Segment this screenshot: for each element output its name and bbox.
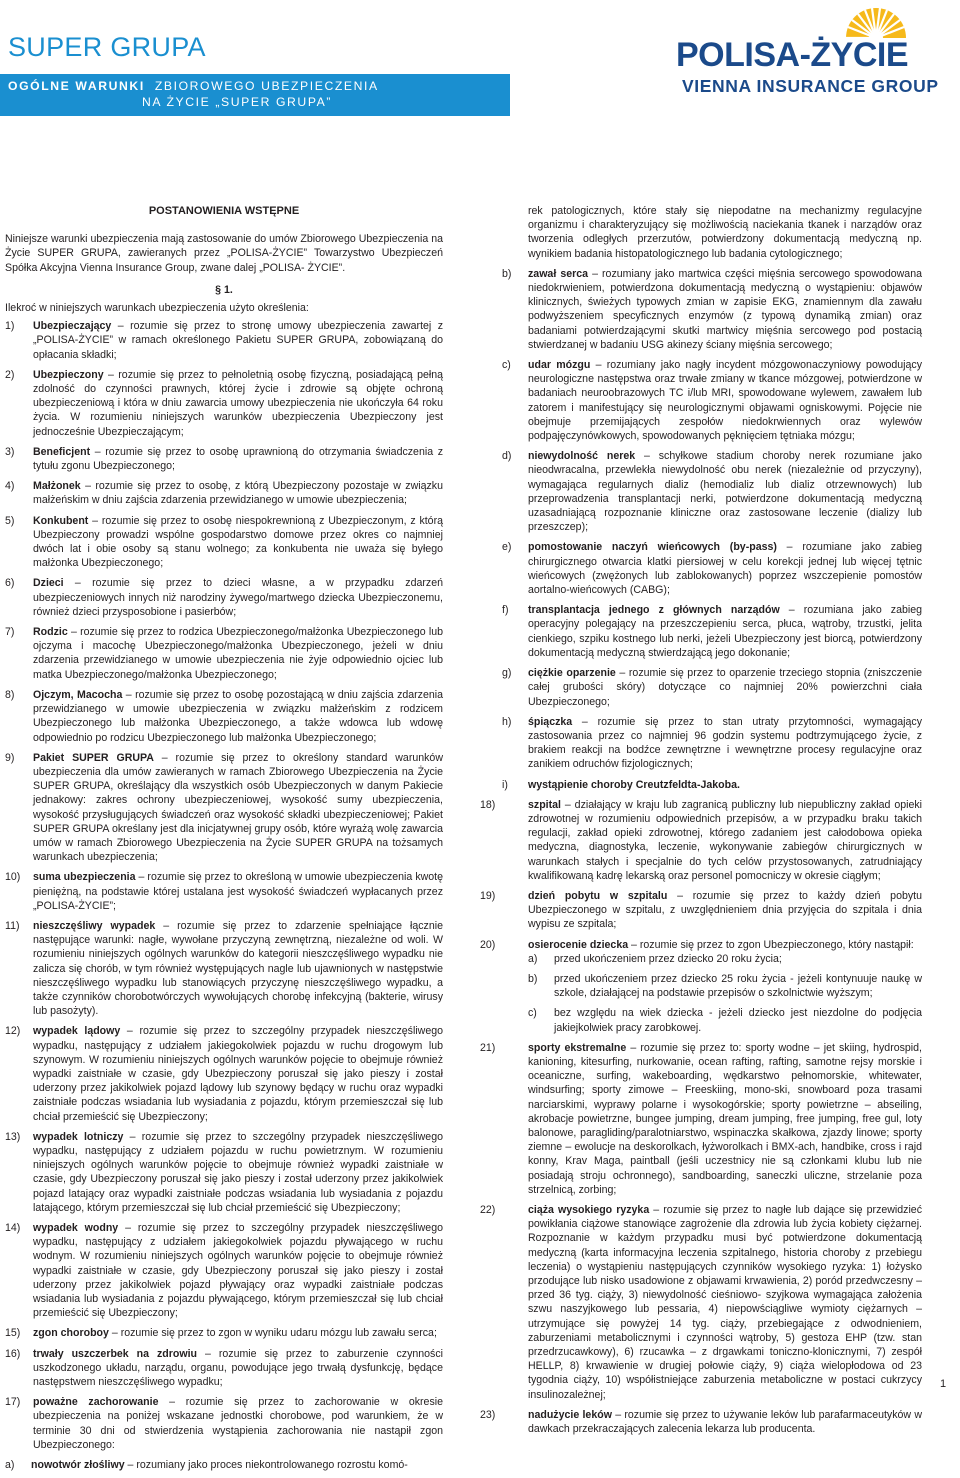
disease-item-number: b) (502, 267, 512, 280)
definition-item-term: Konkubent (33, 514, 89, 527)
disease-item-number: h) (502, 715, 512, 728)
definition-item-text: – rozumie się przez to dzieci własne, a w przypadku zdarzeń ubezpieczeniowych innych niż narodziny żywego/martwego dziecka Ubezpieczonemu, również dzieci przysposobione i pasierbów; (33, 577, 443, 618)
condition-item-number: b) (528, 972, 538, 985)
definition-item-term: wypadek wodny (33, 1222, 119, 1234)
subtitle-bold: OGÓLNE WARUNKI (8, 79, 145, 93)
definition-item (5, 1395, 443, 1452)
condition-item-text: bez względu na wiek dziecka - jeżeli dziecko jest niezdolne do podjęcia jakiejkolwiek pracy zarobkowej. (554, 1007, 922, 1034)
definition-item (5, 1221, 443, 1320)
definition-item-term: Ubezpieczający (33, 320, 112, 333)
definition-item-text: – rozumie się przez to zaburzenie czynności uszkodzonego układu, narządu, organu, powodujące jego trwałą dysfunkcję, będące następstwem nieszczęśliwego wypadku; (33, 1347, 444, 1389)
definition-item-term: dzień pobytu w szpitalu (528, 889, 668, 902)
disease-item (480, 715, 922, 772)
definition-item (5, 319, 443, 362)
sub-term: nowotwór złośliwy (31, 1459, 125, 1472)
sunburst-logo-icon (676, 0, 960, 40)
definition-item-term: suma ubezpieczenia (33, 871, 136, 884)
condition-item-text: przed ukończeniem przez dziecko 25 roku życia - jeżeli kontynuuje naukę w szkole, działającej na podstawie przepisów o szkolnictwie wyższym; (554, 972, 922, 1000)
disease-item-text: – rozumie się przez to stan utraty przytomności, wymagający zastosowania przez co najmniej 96 godzin systemu podtrzymującego życie, z brakiem reakcji na bodźce zewnętrzne i wewnętrzne procesy regulacyjne oraz zanikiem odruchów fizjologicznych; (528, 715, 922, 771)
definition-item-number: 22) (480, 1204, 496, 1216)
condition-item-text: przed ukończeniem przez dziecko 20 roku życia; (554, 952, 782, 965)
disease-item-term: zawał serca (528, 267, 589, 280)
disease-item-term: udar mózgu (528, 359, 591, 372)
definition-item-text: – rozumie się przez to zgon w wyniku udaru mózgu lub zawału serca; (108, 1327, 437, 1340)
definition-item-text: – rozumie się przez to osobę pozostającą w dniu zajścia zdarzenia przewidzianego w umowie ubezpieczenia w związku małżeńskim z rodzicem Ubezpieczonego lub małżonka Ubezpieczonego, a także wdowca lub wdowę odpowiednio po rodzicu Ubezpieczonego lub małżonka Ubezpieczonego; (33, 688, 444, 744)
definition-item-term: poważne zachorowanie (33, 1396, 159, 1409)
definition-item (480, 1408, 922, 1436)
disease-item-term: ciężkie oparzenie (528, 667, 616, 680)
definition-item-text: – rozumie się przez to szczególny przypadek nieszczęśliwego wypadku, następujący z udziałem pojazdu w ruchu powietrznym. W rozumieniu niniejszych ogólnych warunków pojęcie to obejmuje również wypadki zaistniałe w czasie, gdy Ubezpieczony poruszał się jako pieszy i został uderzony przez jakikolwiek pojazd latający oraz wypadki zaistniałe podczas wsiadania lub wysiadania z pojazdu latającego, którym przemieszczał się lub chciał przemieścić się Ubezpieczony; (33, 1130, 443, 1214)
condition-item-number: c) (528, 1007, 537, 1020)
disease-item-term: pomostowanie naczyń wieńcowych (by-pass) (528, 541, 777, 554)
document-subtitle (8, 78, 379, 110)
disease-item-text: – rozumie się przez to oparzenie trzeciego stopnia (zniszczenie całej grubości skóry) dotyczące co najmniej 20% powierzchni ciała Ubezpieczonego; (528, 667, 922, 708)
disease-item-number: c) (502, 359, 511, 372)
definition-item-number: 17) (5, 1396, 21, 1409)
disease-item-number: e) (502, 541, 512, 554)
definition-item (480, 1203, 922, 1402)
definition-item (5, 625, 443, 682)
sub-definition (5, 1458, 443, 1472)
definition-item-text: – rozumie się przez to osobę uprawnioną do otrzymania świadczenia z tytułu zgonu Ubezpieczonego; (33, 445, 443, 473)
definition-item (5, 919, 443, 1018)
definition-item-number: 12) (5, 1025, 21, 1038)
definition-item-term: wypadek lądowy (33, 1025, 121, 1038)
disease-item-term: transplantacja jednego z głównych narządów (528, 604, 780, 617)
right-column (480, 204, 922, 1442)
disease-item-number: g) (502, 667, 512, 680)
definition-item-text: – rozumie się przez to każdy dzień pobytu Ubezpieczonego w szpitalu, z uwzględnieniem dnia przyjęcia do szpitala i dnia wypisu ze szpitala; (528, 889, 922, 931)
definition-item-number: 9) (5, 751, 15, 764)
definition-item-number: 8) (5, 688, 15, 701)
definition-item-term: nadużycie leków (528, 1408, 612, 1421)
disease-item (480, 540, 922, 597)
definitions-list (5, 319, 443, 1452)
subtitle-rest: ZBIOROWEGO UBEZPIECZENIA (154, 79, 379, 93)
logo-wordmark: POLISA-ŻYCIE (676, 36, 909, 74)
definition-item-number: 20) (480, 938, 496, 951)
definition-item-number: 21) (480, 1041, 496, 1054)
definition-item-text: – rozumie się przez to nagłe lub dające się przewidzieć powikłania ciążowe stanowiące zagrożenie dla zdrowia lub życia kobiety ciężarnej. Rozpoznanie w każdym przypadku musi być potwierdzone dokumentacją medyczną (karta informacyjna leczenia szpitalnego, historia choroby z przebiegu leczenia) o wystąpieniu następujących czynników wysokiego ryzyka: 1) łożysko przodujące lub nisko usadowione z objawami krwawienia, 2) poród przedwczesny – przed 36 tyg. ciąży, 3) niewydolność cieśniowo- szyjkowa wymagająca założenia szwu naszyjkowego lub pessaria, 4) niepowściągliwe wymioty ciężarnych – utrzymujące się powyżej 14 tyg. ciąży, przebiegające z odwodnieniem, zaburzeniami metabolicznymi i czynności wątroby, 5) gestoza EHP (tzw. stan przedrzucawkowy), 6) rzucawka – z drgawkami toniczno-klonicznymi, 7) zespół HELLP, 8) krwawienie w drugiej połowie ciąży, 9) ciąża wielopłodowa od 23 tygodnia ciąży, 10) współistniejące zaburzenia metaboliczne w postaci cukrzycy insulinozależnej; (528, 1204, 922, 1401)
disease-item-number: f) (502, 604, 509, 617)
definition-item-term: ciąża wysokiego ryzyka (528, 1204, 650, 1216)
definition-item (480, 1041, 922, 1197)
definition-item-term: Ubezpieczony (33, 368, 104, 381)
definition-item-number: 18) (480, 798, 496, 811)
disease-item-term: niewydolność nerek (528, 450, 636, 463)
definition-item-text: – rozumie się przez to rodzica Ubezpieczonego/małżonka Ubezpieczonego lub ojczyma i macochę Ubezpieczonego/małżonka Ubezpieczonego, jeżeli w dniu zdarzenia przewidzianego w umowie ubezpieczenia nie żyje odpowiednio ojciec lub matka Ubezpieczonego/małżonka Ubezpieczonego; (33, 626, 443, 681)
definition-item (5, 479, 443, 507)
definition-item (5, 576, 443, 619)
definition-item-number: 16) (5, 1347, 21, 1360)
definition-item-term: Małżonek (33, 480, 81, 493)
definition-item (5, 1326, 443, 1340)
condition-item (528, 1006, 922, 1034)
definition-item-number: 11) (5, 919, 20, 932)
definition-item-term: Pakiet SUPER GRUPA (33, 751, 154, 764)
definition-item-term: Rodzic (33, 626, 68, 639)
disease-item-term: śpiączka (528, 715, 573, 728)
definition-item-number: 14) (5, 1222, 21, 1234)
definition-item-number: 23) (480, 1408, 496, 1421)
intro-paragraph: Niniejsze warunki ubezpieczenia mają zastosowanie do umów Zbiorowego Ubezpieczenia na Życie SUPER GRUPA, zawieranych przez „POLISA-ŻYCIE” Towarzystwo Ubezpieczeń Spółka Akcyjna Vienna Insurance Group, zwane dalej „POLISA- ŻYCIE”. (5, 233, 443, 274)
definition-item (5, 1347, 443, 1390)
document-title: SUPER GRUPA (8, 32, 206, 62)
definition-item (5, 870, 443, 913)
definition-item-text: – rozumie się przez to osobę niespokrewnioną z Ubezpieczonym, z którą Ubezpieczony prowadzi wspólne gospodarstwo domowe przez okres co najmniej dwóch lat i obie osoby są stanu wolnego; za konkubenta nie uważa się byłego małżonka Ubezpieczonego; (33, 514, 443, 570)
definition-item-text: – działający w kraju lub zagranicą publiczny lub niepubliczny zakład opieki zdrowotnej w rozumieniu odpowiednich przepisów, a w przypadku braku takich regulacji, zakład opieki zdrowotnej, którego zadaniem jest całodobowa opieka medyczna, diagnostyka, leczenie, wykonywanie zabiegów chirurgicznych w warunkach stałych i specjalnie do tych celów przystosowanych, zatrudniający kwalifikowaną kadrę lekarską oraz personel pomocniczy w okresie ciągłym; (528, 798, 922, 882)
definition-item-term: sporty ekstremalne (528, 1041, 627, 1054)
section-title: POSTANOWIENIA WSTĘPNE (148, 205, 300, 217)
logo-group-name: VIENNA INSURANCE GROUP (682, 76, 939, 96)
definition-item (5, 1130, 443, 1215)
disease-item-text: – schyłkowe stadium choroby nerek rozumiane jako nieodwracalna, przewlekła niewydolność obu nerek (niezależnie od przyczyny), wymagająca regularnych dializ (hemodializ lub dializ otrzewnowych) lub przeprowadzenia transplantacji nerki, potwierdzone dokumentacją medyczną uzasadniającą rozpoznanie kliniczne oraz zastosowane leczenie (dializy lub przeszczep); (528, 450, 923, 534)
disease-item-text: – rozumiane jako zabieg chirurgicznego otwarcia klatki piersiowej w celu korekcji jednej lub więcej tętnic wieńcowych (zwężonych lub zablokowanych) poprzez wszczepienie pomostów aortalno-wieńcowych (CABG); (528, 541, 923, 597)
condition-item (528, 952, 922, 966)
definition-item (480, 798, 922, 883)
continued-text: rek patologicznych, które stały się niepodatne na mechanizmy regulacyjne organizmu i charakteryzujący się możliwością naciekania tkanek i narządów oraz tworzenia odległych przerzutów, potwierdzony dokumentacją medyczną np. wynikiem badania histopatologicznego lub badania cytologicznego; (528, 205, 922, 260)
disease-item (480, 449, 922, 534)
definition-item-number: 19) (480, 889, 496, 902)
disease-item-text: – rozumiana jako zabieg operacyjny polegający na przeszczepieniu serca, płuca, wątroby, trzustki, jelita cienkiego, szpiku kostnego lub nerki, jeżeli Ubezpieczony jest biorcą, potwierdzony dokumentacją medyczną stwierdzającą jego dokonanie; (528, 604, 922, 659)
definition-item-text: – rozumie się przez to określony standard warunków ubezpieczenia dla umów zawieranych w ramach Zbiorowego Ubezpieczenia na Życie SUPER GRUPA, określający dla wszystkich osób Ubezpieczonych w danym Pakiecie jednakowy: zakres ochrony ubezpieczeniowej, wysokość sumy ubezpieczenia, wysokość przysługujących świadczeń oraz wysokość składki ubezpieczeniowej; Pakiet SUPER GRUPA określany jest dla inicjatywnej grupy osób, które wyrażą wolę zawarcia umów w ramach Zbiorowego Ubezpieczenia na Życie SUPER GRUPA na tożsamych warunkach ubezpieczenia; (33, 751, 443, 864)
definition-item-term: Ojczym, Macocha (33, 688, 123, 701)
definition-item-term: osierocenie dziecka (528, 938, 629, 951)
definition-item-number: 2) (5, 368, 15, 381)
definition-item (5, 751, 443, 865)
disease-item (480, 358, 922, 443)
definition-item-text: – rozumie się przez to stronę umowy ubezpieczenia zawartej z „POLISA-ŻYCIE” w ramach określonego Pakietu SUPER GRUPA, zobowiązaną do opłacania składki; (33, 320, 443, 361)
disease-item (480, 603, 922, 660)
definition-item-term: Dzieci (33, 577, 64, 590)
definition-item (5, 445, 443, 473)
definition-item-term: nieszczęśliwy wypadek (33, 919, 156, 932)
condition-item (528, 972, 922, 1000)
disease-item (480, 778, 922, 792)
disease-list (480, 267, 922, 792)
sub-text: – rozumiany jako proces niekontrolowanego rozrostu komó- (124, 1459, 408, 1472)
definition-item-number: 7) (5, 626, 15, 639)
definition-item-text: – rozumie się przez to zachorowanie w okresie ubezpieczenia na poniżej wskazane jednostki chorobowe, pod warunkiem, że w terminie 30 dni od stwierdzenia wystąpienia zachorowania nie nastąpił zgon Ubezpieczonego: (33, 1396, 443, 1451)
definition-item-text: – rozumie się przez to określoną w umowie ubezpieczenia kwotę pieniężną, na podstawie której ustalana jest wysokość świadczeń wypłacanych przez „POLISA-ŻYCIE”; (33, 871, 443, 912)
definition-item-text: – rozumie się przez to szczególny przypadek nieszczęśliwego wypadku, następujący z udziałem jakiegokolwiek pojazdu pływającego w ruchu wodnym. W rozumieniu niniejszych ogólnych warunków pojęcie to obejmuje również wypadki zaistniałe w czasie, gdy Ubezpieczony poruszał się jako pieszy i został uderzony przez jakikolwiek pojazd pływający oraz wypadki zaistniałe podczas wsiadania lub wysiadania z pojazdu pływającego, którym przemieszczał się lub chciał przemieścić się Ubezpieczony; (33, 1222, 443, 1320)
definition-item-text: – rozumie się przez to używanie leków lub parafarmaceutyków w dawkach przekraczających zalecenia lekarza lub producenta. (528, 1408, 922, 1436)
disease-item-text: – rozumiany jako martwica części mięśnia sercowego spowodowana niedokrwieniem, potwierdzona dokumentacją medyczną o wystąpieniu: objawów klinicznych, świeżych typowych zmian w zapisie EKG, znamiennym dla zawału podwyższeniem specyficznych enzymów (z typową dynamiką zmian) oraz badaniami potwierdzającymi skutki martwicy mięśnia sercowego pod postacią stwierdzanej w badaniu USG akinezy ściany mięśnia sercowego; (528, 267, 922, 351)
definition-item (5, 368, 443, 439)
definition-item (5, 514, 443, 571)
definition-item-text: – rozumie się przez to pełnoletnią osobę fizyczną, posiadającą pełną zdolność do czynności prawnych, której życie i zdrowie są objęte ochroną ubezpieczeniową i która w dniu zawarcia umowy ubezpieczenia nie ukończyła 64 roku życia. W rozumieniu niniejszych warunków ubezpieczenia Ubezpieczony jest jednocześnie Ubezpieczającym; (33, 368, 443, 438)
sub-number: a) (5, 1459, 15, 1472)
definition-item-number: 6) (5, 577, 15, 590)
definition-item (480, 938, 922, 1035)
definition-item-number: 1) (5, 320, 15, 333)
paragraph-number: § 1. (215, 283, 233, 296)
disease-item (480, 666, 922, 709)
definition-item (5, 1024, 443, 1123)
definition-item-number: 13) (5, 1130, 21, 1143)
subtitle-line2: NA ŻYCIE „SUPER GRUPA” (142, 95, 333, 109)
disease-item-text: – rozumiany jako nagły incydent mózgowonaczyniowy powodujący neurologiczne następstwa oraz trwałe zmiany w tkance mózgowej, potwierdzone w badaniach neuroobrazowych TC i/lub MRI, spowodowane wylewem, zawałem lub zatorem i manifestujący się neurologicznymi objawami ogniskowymi. Pojęcie nie obejmuje przemijających zespołów niedokrwiennych oraz wylewów podpajęczynówkowych, spowodowanych pęknięciem tętniaka mózgu; (528, 359, 923, 443)
company-logo (676, 0, 960, 105)
definition-item (480, 889, 922, 932)
disease-item-term: wystąpienie choroby Creutzfeldta-Jakoba. (528, 778, 740, 791)
condition-item-number: a) (528, 952, 538, 965)
definition-item-number: 15) (5, 1327, 21, 1340)
definition-item-number: 4) (5, 480, 15, 493)
definition-item-number: 5) (5, 514, 15, 527)
definition-item-text: – rozumie się przez to: sporty wodne – jet skiing, hydrospid, kanioning, kitesurfing, nurkowanie, ocean rafting, rafting, samotne rejsy morskie i oceaniczne, surfing, wakeboarding, wędkarstwo pełnomorskie, whitewater, windsurfing; sporty zimowe – Freeskiing, mono-ski, snowboard poza trasami narciarskimi, wyprawy polarne i wysokogórskie; sporty powietrzne – abseiling, akrobacje powietrzne, bungee jumping, dream jumping, free jumping, free gul, loty balonowe, paragliding/paralotniarstwo, wspinaczka skałkowa, zjazdy linowe; sporty ziemne – ewolucje na deskorolkach, łyżworolkach i BMX-ach, handbike, cross i rajd konny, Krav Maga, paintball (jeśli uczestnicy nie są członkami klubu lub nie posiadają stroju ochronnego), sandboarding, saneczki uliczne, strzelanie poza strzelnicą, zorbing; (528, 1041, 922, 1196)
definition-item-term: Beneficjent (33, 445, 91, 458)
disease-item-number: d) (502, 450, 512, 463)
definition-item-text: – rozumie się przez to zgon Ubezpieczonego, który nastąpił: (628, 938, 914, 951)
left-column (5, 204, 443, 1478)
definition-item-term: trwały uszczerbek na zdrowiu (33, 1347, 198, 1360)
definition-item-text: – rozumie się przez to zdarzenie spełniające łącznie następujące warunki: nagłe, wywołane przyczyną zewnętrzną, niezależne od woli. W rozumieniu niniejszych ogólnych warunków do kategorii nieszczęśliwego wypadku nie zalicza się chorób, w tym również występujących nagle lub ujawnionych w następstwie nieszczęśliwego wypadku lub stanowiących przyczynę nieszczęśliwego wypadku, a także czynników chorobotwórczych wywołujących chorobę infekcyjną (bakterie, wirusy lub pasożyty). (33, 919, 443, 1018)
definition-item-term: szpital (528, 798, 561, 811)
definition-item-term: wypadek lotniczy (33, 1130, 124, 1143)
disease-item (480, 267, 922, 352)
definition-item-text: – rozumie się przez to szczególny przypadek nieszczęśliwego wypadku, następujący z udziałem jakiegokolwiek pojazdu w ruchu drogowym lub szynowym. W rozumieniu niniejszych ogólnych warunków pojęcie to obejmuje również wypadki zaistniałe w czasie, gdy Ubezpieczony poruszał się jako pieszy i został uderzony przez jakikolwiek pojazd lądowy lub szynowy będący w ruchu oraz wypadki zaistniałe podczas wsiadania lub wysiadania z pojazdu, którym przemieszczał się lub chciał przemieścić się Ubezpieczony; (33, 1025, 443, 1123)
definition-item (5, 688, 443, 745)
disease-item-number: i) (502, 778, 508, 791)
definitions-list-continued (480, 798, 922, 1437)
definition-item-term: zgon choroboy (33, 1327, 109, 1340)
definition-item-number: 3) (5, 445, 15, 458)
definition-item-number: 10) (5, 871, 21, 884)
page-number: 1 (940, 1378, 947, 1390)
paragraph-lead: Ilekroć w niniejszych warunkach ubezpieczenia użyto określenia: (5, 302, 309, 315)
definition-item-text: – rozumie się przez to osobę, z którą Ubezpieczony pozostaje w związku małżeńskim w dniu zajścia zdarzenia przewidzianego w umowie ubezpieczenia; (33, 480, 443, 507)
